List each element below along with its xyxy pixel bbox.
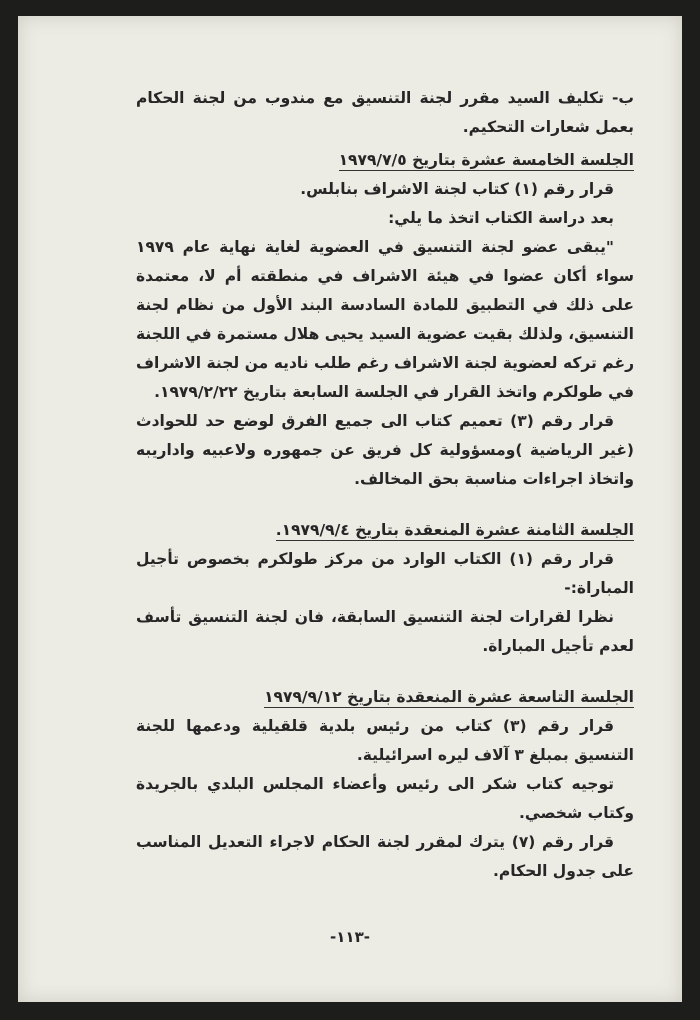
session-19-decision-7: قرار رقم (٧) يترك لمقرر لجنة الحكام لاجراء التعديل المناسب على جدول الحكام. xyxy=(136,833,634,880)
session-15-heading-text: الجلسة الخامسة عشرة بتاريخ ١٩٧٩/٧/٥ xyxy=(338,151,634,169)
session-19-thanks-letter: توجيه كتاب شكر الى رئيس وأعضاء المجلس البلدي بالجريدة وكتاب شخصي. xyxy=(136,775,634,822)
session-19-decision-3: قرار رقم (٣) كتاب من رئيس بلدية قلقيلية ودعمها للجنة التنسيق بمبلغ ٣ آلاف ليره اسرائيلية. xyxy=(136,717,634,764)
session-18-decision-1: قرار رقم (١) الكتاب الوارد من مركز طولكرم بخصوص تأجيل المباراة:- xyxy=(136,550,634,597)
session-18-heading xyxy=(136,516,634,545)
page-number: -١١٣- xyxy=(330,928,370,946)
session-18-heading-text: الجلسة الثامنة عشرة المنعقدة بتاريخ ١٩٧٩/٩/٤. xyxy=(275,521,634,539)
document-body xyxy=(136,84,634,886)
session-15-quote: "يبقى عضو لجنة التنسيق في العضوية لغاية نهاية عام ١٩٧٩ سواء أكان عضوا في هيئة الاشراف في منطقته أم لا، معتمدة على ذلك في التطبيق للمادة السادسة البند الأول من نظام لجنة التنسيق، ولذلك بقيت عضوية السيد يحيى هلال مستمرة في اللجنة رغم تركه لعضوية لجنة الاشراف رغم طلب ناديه من لجنة الاشراف في طولكرم واتخذ القرار في الجلسة السابعة بتاريخ ١٩٧٩/٢/٢٢. xyxy=(136,238,634,401)
document-page xyxy=(18,16,682,1002)
session-15-study-note: بعد دراسة الكتاب اتخذ ما يلي: xyxy=(388,209,614,227)
spacer xyxy=(136,661,634,683)
session-19-heading-text: الجلسة التاسعة عشرة المنعقدة بتاريخ ١٩٧٩/٩/١٢ xyxy=(264,688,634,706)
intro-item: ب- تكليف السيد مقرر لجنة التنسيق مع مندوب من لجنة الحكام بعمل شعارات التحكيم. xyxy=(136,89,634,136)
session-15-heading xyxy=(136,146,634,175)
session-15-decision-1: قرار رقم (١) كتاب لجنة الاشراف بنابلس. xyxy=(300,180,614,198)
session-18-response: نظرا لقرارات لجنة التنسيق السابقة، فان لجنة التنسيق تأسف لعدم تأجيل المباراة. xyxy=(136,608,634,655)
session-19-heading xyxy=(136,683,634,712)
session-15-decision-3: قرار رقم (٣) تعميم كتاب الى جميع الفرق لوضع حد للحوادث (غير الرياضية )ومسؤولية كل فريق عن جمهوره ولاعبيه واداريبه واتخاذ اجراءات مناسبة بحق المخالف. xyxy=(136,412,634,488)
spacer xyxy=(136,494,634,516)
